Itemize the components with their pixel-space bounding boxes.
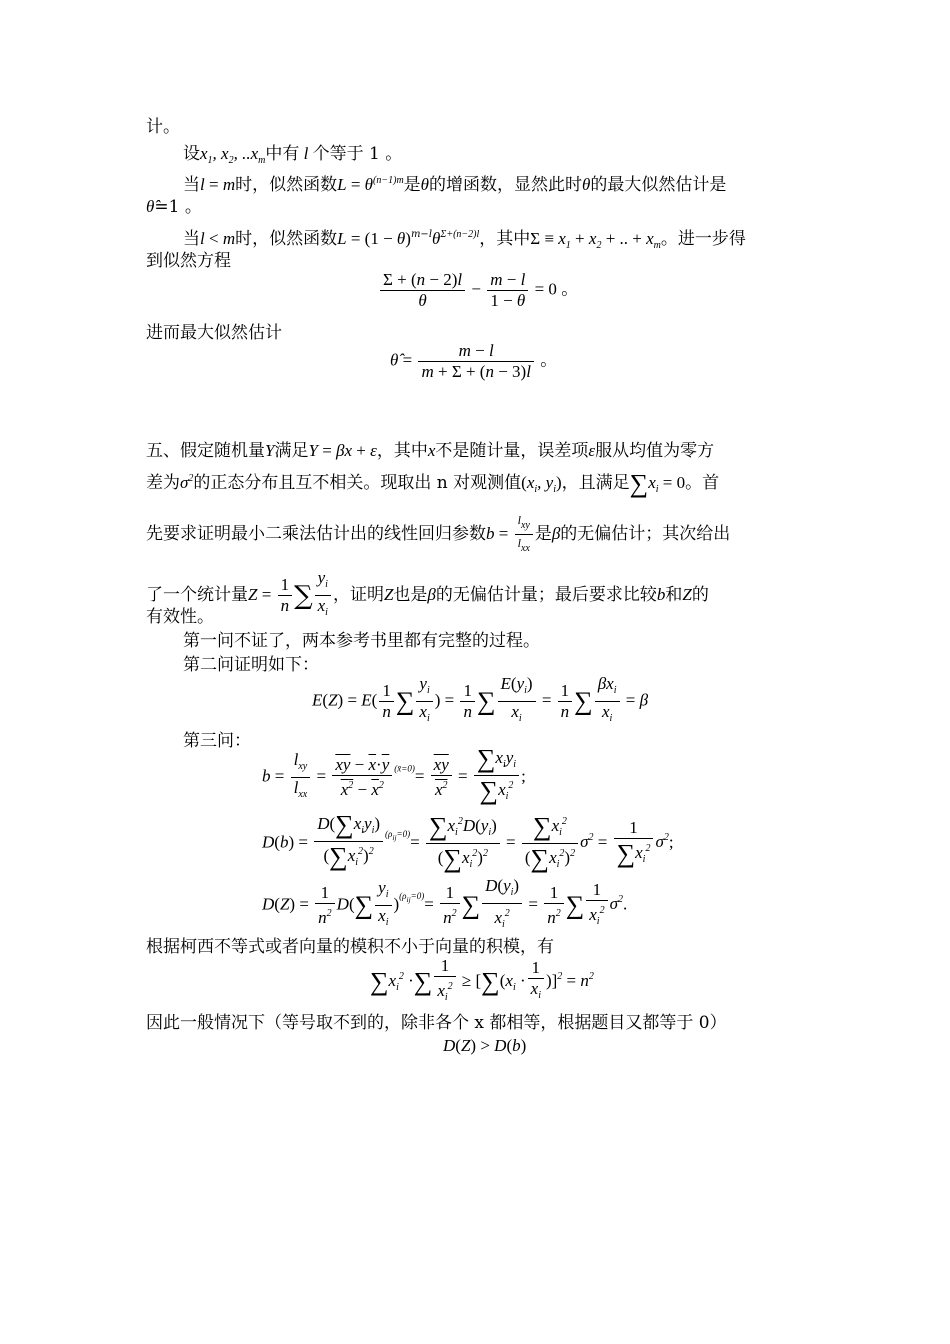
problem5-line-5: 有效性。 <box>146 607 214 627</box>
problem5-line-4: 了一个统计量Z = $\frac{1}{n}$ ∑ $\frac{y_i}{x_i}$ ，证明Z也是β的无偏估计量；最后要求比较b和Z的 <box>146 568 709 618</box>
b-formula: b = $\frac{l_{xy}}{l_{xx}}$ = $\frac{\overline{xy} - \overline{x}\cdot\overline{y}}{x^2 - \overline{x}^2}$ $^{(x̄=0)}$= $\frac{\overline{xy}}{x^2}$ = $\frac{\sum x_iy_i}{\sum x_i^2}$ ; <box>262 744 526 805</box>
answer-q1: 第一问不证了，两本参考书里都有完整的过程。 <box>183 631 540 651</box>
problem5-line-2: 差为$\sigma^2$的正态分布且互不相关。现取出 n 对观测值($x_i$, $y_i$)，且满足$\sum x_i = 0$。首 <box>146 469 720 498</box>
conclusion-text: 因此一般情况下（等号取不到的，除非各个 x 都相等，根据题目又都等于 0） <box>146 1013 727 1033</box>
text-line-4: θ̂=1 。 <box>146 197 202 217</box>
variance-b-formula: D(b) = $\frac{D(\sum x_iy_i)}{(\sum x_i^2)^2}$ $^{(\rho_{ij}=0)}$= $\frac{\sum x_i^2D(y_i)}{(\sum x_i^2)^2}$ = $\frac{\sum x_i^2}{(\sum x_i^2)^2}$ $\sigma^2$ = $\frac{1}{\sum x_i^2}$ $\sigma^2$; <box>262 810 674 873</box>
variance-z-formula: D(Z) = $\frac{1}{n^2}$ D(∑ $\frac{y_i}{x_i}$ )$^{(\rho_{ij}=0)}$= $\frac{1}{n^2}$ ∑ $\frac{D(y_i)}{x_i^2}$ = $\frac{1}{n^2}$ ∑ $\frac{1}{x_i^2}$ $\sigma^2$. <box>262 876 628 930</box>
text-line-7: 进而最大似然估计 <box>146 323 282 343</box>
text-line-3: 当l = m时，似然函数$L = \theta^{(n-1)m}$是θ的增函数，显然此时θ的最大似然估计是 <box>183 175 727 195</box>
text-line-5: 当l < m时，似然函数$L = (1 - \theta)^{m-l}\theta^{\Sigma+(n-2)l}$，其中$\Sigma \equiv x_1 + x_2$ + .. + $x_m$。进一步得 <box>183 229 746 251</box>
expectation-equation: E(Z) = E( $\frac{1}{n}$ ∑ $\frac{y_i}{x_i}$ ) = $\frac{1}{n}$ ∑ $\frac{E(y_i)}{x_i}$ = $\frac{1}{n}$ ∑ $\frac{\beta x_i}{x_i}$ = β <box>312 674 649 724</box>
text-line-1: 计。 <box>146 117 180 137</box>
problem5-line-1: 五、假定随机量Y满足Y = βx + ε，其中x不是随计量，误差项ε服从均值为零方 <box>146 441 715 461</box>
cauchy-inequality: $\sum x_i^2$ ·∑ $\frac{1}{x_i^2}$ ≥ [$\sum(x_i$ · $\frac{1}{x_i}$ )]$^2 = n^2$ <box>370 956 594 1003</box>
answer-q2: 第二问证明如下： <box>183 655 319 675</box>
text-line-2: 设$x_1$, $x_2$, $..x_m$中有 l 个等于 1 。 <box>183 144 403 166</box>
text-line-6: 到似然方程 <box>146 251 231 271</box>
likelihood-equation: $\frac{\Sigma + (n - 2)l}{\theta}$ − $\frac{m - l}{1 - \theta}$ = 0 。 <box>378 270 578 311</box>
cauchy-text: 根据柯西不等式或者向量的模积不小于向量的积模，有 <box>146 937 554 957</box>
problem5-line-3: 先要求证明最小二乘法估计出的线性回归参数b = $\frac{l_{xy}}{l_{xx}}$ 是β的无偏估计；其次给出 <box>146 513 731 554</box>
mle-formula: θ̂ = $\frac{m - l}{m + \Sigma + (n - 3)l}$ 。 <box>390 341 558 381</box>
answer-q3: 第三问： <box>183 731 251 751</box>
final-comparison: D(Z) > D(b) <box>443 1036 527 1055</box>
